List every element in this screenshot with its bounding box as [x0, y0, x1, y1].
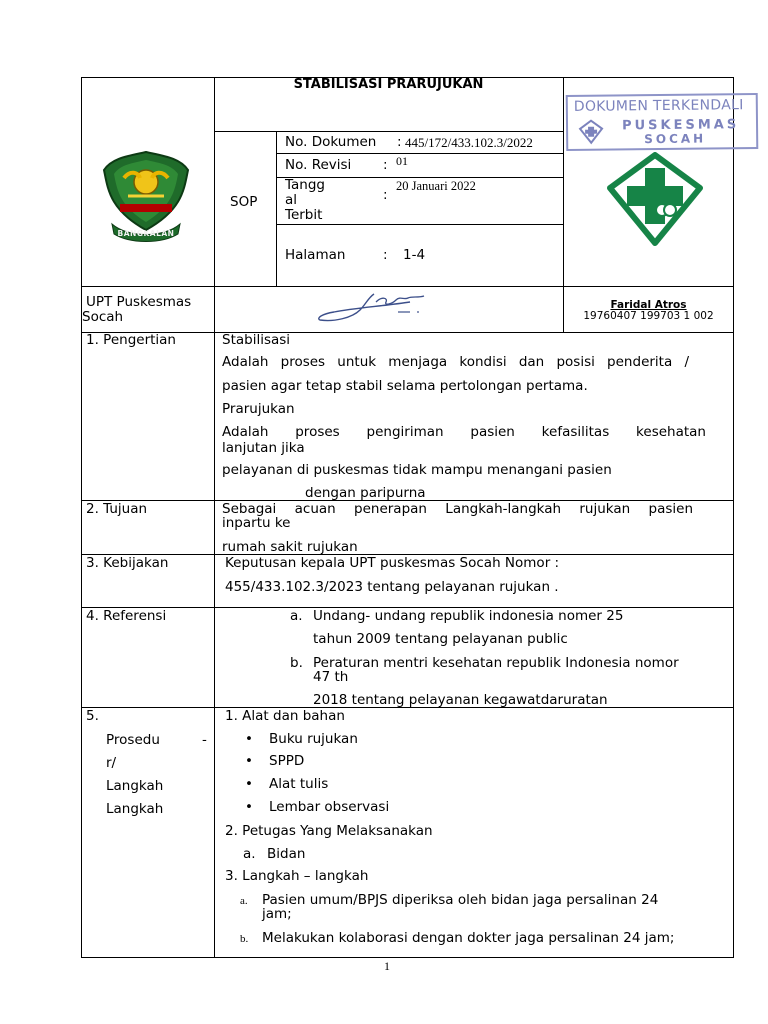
- left-logo: [98, 148, 194, 246]
- section-2-label: 2. Tujuan: [86, 501, 148, 517]
- s1-line-2: Adalah proses untuk menjaga kondisi dan posisi penderita /: [222, 354, 689, 370]
- revision-value: 01: [396, 154, 408, 168]
- s4-b-marker: b.: [290, 655, 303, 671]
- section-5-label-3: Langkah: [106, 778, 164, 794]
- page-colon: :: [383, 247, 388, 263]
- page-number: 1: [384, 959, 390, 973]
- s4-a-marker: a.: [290, 608, 303, 624]
- head-name: Faridal Atros: [610, 299, 687, 311]
- s4-b-line-1: Peraturan mentri kesehatan republik Indonesia nomor: [313, 655, 679, 671]
- controlled-document-stamp: [566, 93, 759, 151]
- s2-line-1: Sebagai acuan penerapan Langkah-langkah rujukan pasien: [222, 501, 693, 517]
- section-4-label: 4. Referensi: [86, 608, 167, 624]
- s1-line-1: Stabilisasi: [222, 332, 291, 348]
- s5-heading-3: 3. Langkah – langkah: [225, 868, 369, 884]
- s4-b-line-3: 2018 tentang pelayanan kegawatdaruratan: [313, 692, 608, 708]
- section-5-label-dash: -: [202, 732, 207, 748]
- s5-bullet-4-dot: •: [245, 799, 253, 815]
- issue-date-label-1: Tangg: [285, 177, 325, 193]
- section-5-label-2: r/: [106, 755, 117, 771]
- issue-date-label-2: al: [285, 192, 298, 208]
- document-title: STABILISASI PRARUJUKAN: [293, 77, 484, 92]
- s1-line-5: Adalah proses pengiriman pasien kefasilitas kesehatan: [222, 424, 706, 440]
- puskesmas-logo: [607, 152, 703, 246]
- section-5-label-4: Langkah: [106, 801, 164, 817]
- s5-bullet-2: SPPD: [269, 753, 305, 769]
- s5-bullet-2-dot: •: [245, 753, 253, 769]
- stamp-cross-icon: [578, 119, 604, 145]
- s4-a-line-2: tahun 2009 tentang pelayanan public: [313, 631, 568, 647]
- stamp-line-2: PUSKESMAS: [621, 117, 740, 134]
- s5-step-b: Melakukan kolaborasi dengan dokter jaga persalinan 24 jam;: [262, 930, 675, 946]
- s1-line-7: pelayanan di puskesmas tidak mampu menangani pasien: [222, 462, 612, 478]
- stamp-line-1: DOKUMEN TERKENDALI: [573, 97, 744, 115]
- issue-date-colon: :: [383, 187, 388, 203]
- s1-line-6: lanjutan jika: [222, 440, 305, 456]
- s1-line-8: dengan paripurna: [305, 485, 426, 501]
- issue-date-label-3: Terbit: [285, 207, 323, 223]
- s5-heading-2: 2. Petugas Yang Melaksanakan: [225, 823, 433, 839]
- doc-no-value: 445/172/433.102.3/2022: [405, 135, 533, 150]
- section-3-label: 3. Kebijakan: [86, 555, 169, 571]
- section-5-label-1: Prosedu: [106, 732, 160, 748]
- issue-date-value: 20 Januari 2022: [396, 179, 476, 193]
- s5-step-a-line-2: jam;: [262, 906, 292, 922]
- revision-colon: :: [383, 157, 388, 173]
- s5-bullet-3: Alat tulis: [269, 776, 329, 792]
- s5-bullet-1-dot: •: [245, 731, 253, 747]
- s2-line-2: inpartu ke: [222, 515, 291, 531]
- doc-no-colon: :: [397, 134, 402, 150]
- s3-line-2: 455/433.102.3/2023 tentang pelayanan rujukan .: [225, 579, 559, 595]
- s5-bullet-4: Lembar observasi: [269, 799, 390, 815]
- unit-name-line-1: UPT Puskesmas: [86, 294, 192, 310]
- s2-line-3: rumah sakit rujukan: [222, 539, 358, 555]
- page-value: 1-4: [403, 247, 426, 263]
- s1-line-3: pasien agar tetap stabil selama pertolongan pertama.: [222, 378, 588, 394]
- s5-h2-a: Bidan: [267, 846, 306, 862]
- s4-b-line-2: 47 th: [313, 669, 349, 685]
- revision-label: No. Revisi: [285, 157, 352, 173]
- doc-no-label: No. Dokumen: [285, 134, 377, 150]
- section-5-number: 5.: [86, 708, 99, 724]
- s5-heading-1: 1. Alat dan bahan: [225, 708, 345, 724]
- section-1-label: 1. Pengertian: [86, 332, 176, 348]
- sop-label: SOP: [230, 194, 258, 210]
- s5-bullet-1: Buku rujukan: [269, 731, 358, 747]
- s5-step-a-marker: a.: [240, 895, 248, 907]
- stamp-line-3: SOCAH: [644, 131, 707, 147]
- s1-line-4: Prarujukan: [222, 401, 295, 417]
- head-nip: 19760407 199703 1 002: [583, 310, 714, 322]
- unit-name-line-2: Socah: [82, 309, 124, 325]
- puskesmas-cross-icon: [607, 152, 703, 246]
- s5-step-b-marker: b.: [240, 933, 249, 945]
- left-logo-text: BANGKALAN: [117, 229, 175, 238]
- s4-a-line-1: Undang- undang republik indonesia nomer 25: [313, 608, 624, 624]
- s5-bullet-3-dot: •: [245, 776, 253, 792]
- page-label: Halaman: [285, 247, 346, 263]
- s5-step-a-line-1: Pasien umum/BPJS diperiksa oleh bidan jaga persalinan 24: [262, 892, 659, 908]
- signature: [314, 290, 442, 326]
- s5-h2-a-marker: a.: [243, 846, 256, 862]
- s3-line-1: Keputusan kepala UPT puskesmas Socah Nomor :: [225, 555, 560, 571]
